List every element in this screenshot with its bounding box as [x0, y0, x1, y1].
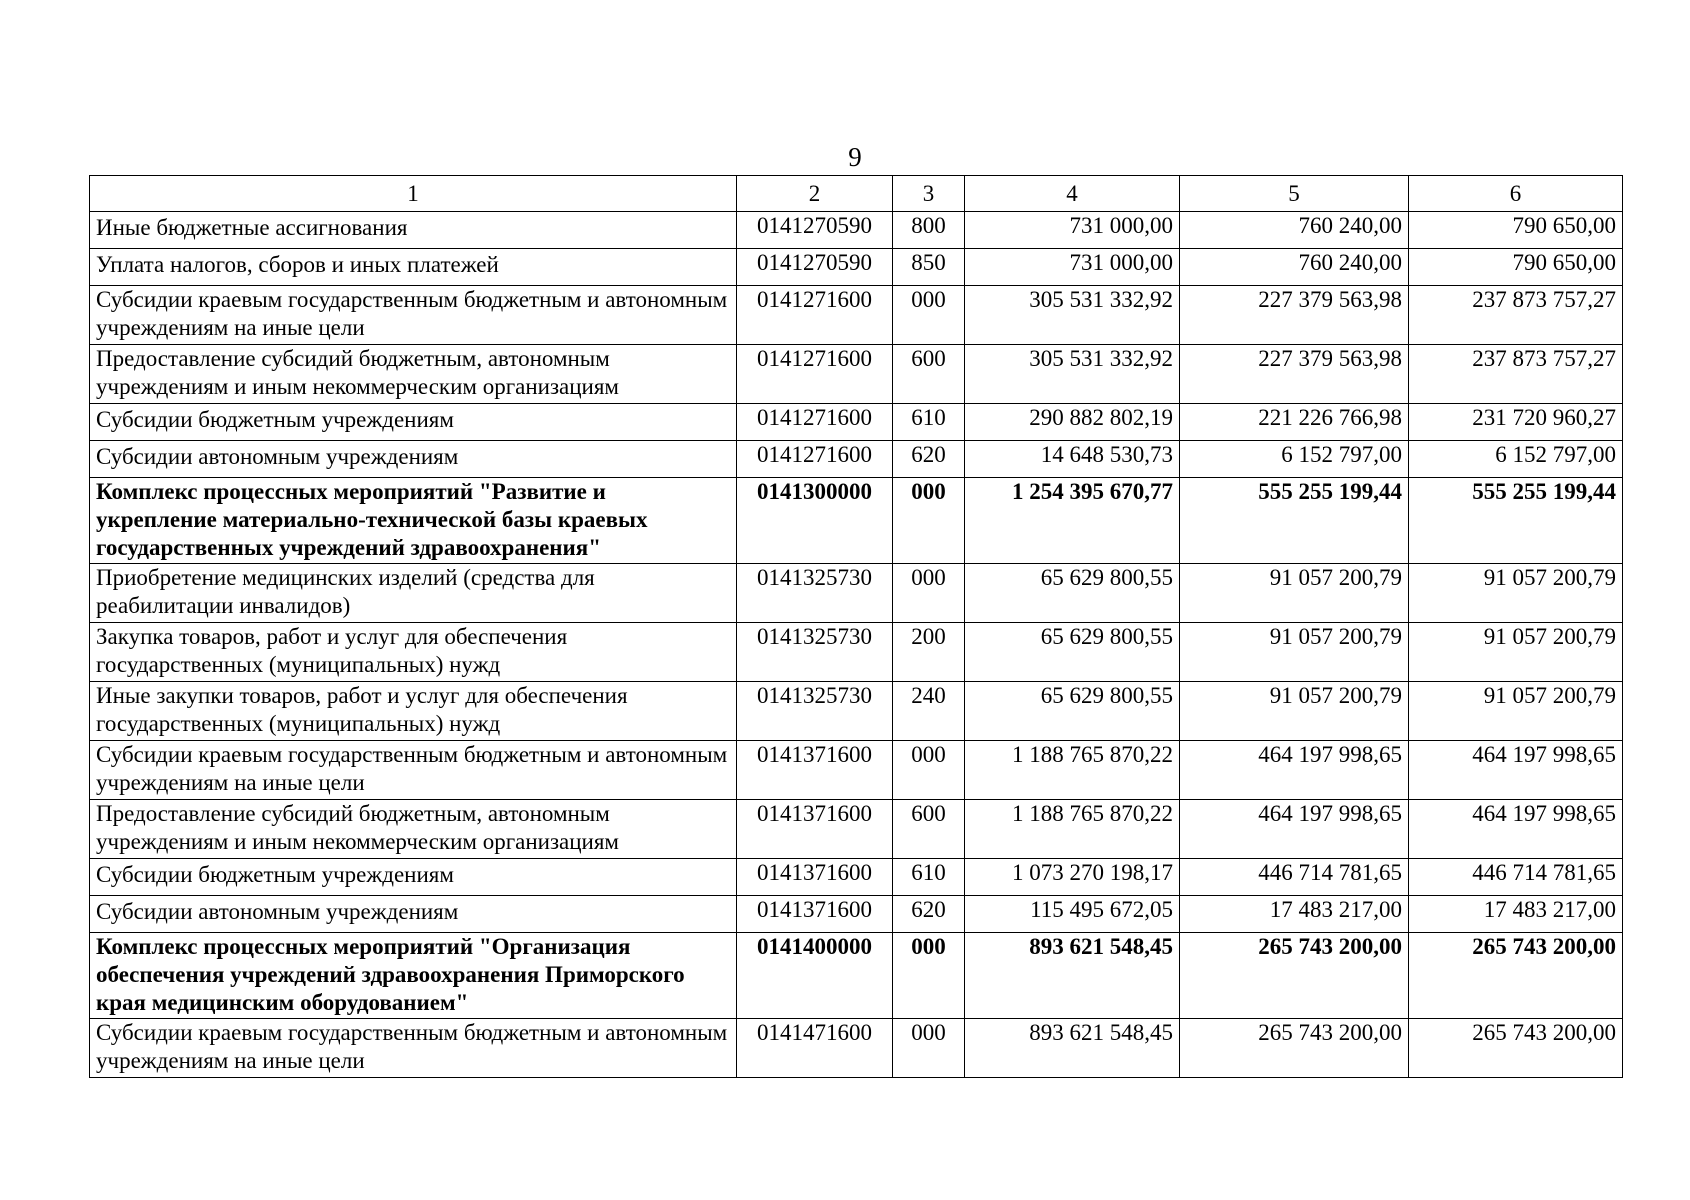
row-name: Иные закупки товаров, работ и услуг для обеспечения государственных (муниципальных) нужд	[90, 682, 737, 741]
row-value-5: 760 240,00	[1180, 249, 1409, 286]
section-name: Комплекс процессных мероприятий "Организация обеспечения учреждений здравоохранения Приморского края медицинским оборудованием"	[90, 933, 737, 1019]
row-value-6: 237 873 757,27	[1409, 286, 1623, 345]
row-value-4: 1 188 765 870,22	[965, 800, 1180, 859]
row-value-5: 91 057 200,79	[1180, 682, 1409, 741]
row-value-6: 91 057 200,79	[1409, 564, 1623, 623]
row-value-6: 790 650,00	[1409, 249, 1623, 286]
row-value-4: 290 882 802,19	[965, 404, 1180, 441]
row-name: Субсидии краевым государственным бюджетным и автономным учреждениям на иные цели	[90, 1019, 737, 1078]
table-row	[90, 741, 1623, 800]
row-type: 000	[893, 286, 965, 345]
row-value-4: 1 188 765 870,22	[965, 741, 1180, 800]
row-type: 800	[893, 212, 965, 249]
row-type: 000	[893, 564, 965, 623]
table-row	[90, 564, 1623, 623]
row-code: 0141371600	[737, 896, 893, 933]
row-value-6: 17 483 217,00	[1409, 896, 1623, 933]
row-name: Субсидии автономным учреждениям	[90, 441, 737, 478]
table-row	[90, 682, 1623, 741]
row-type: 000	[893, 1019, 965, 1078]
table-row	[90, 249, 1623, 286]
row-code: 0141271600	[737, 345, 893, 404]
budget-table	[89, 175, 1623, 1078]
row-value-4: 115 495 672,05	[965, 896, 1180, 933]
row-value-6: 464 197 998,65	[1409, 800, 1623, 859]
row-type: 200	[893, 623, 965, 682]
row-code: 0141271600	[737, 286, 893, 345]
row-type: 600	[893, 800, 965, 859]
column-header-1: 1	[90, 176, 737, 212]
row-value-4: 14 648 530,73	[965, 441, 1180, 478]
page-number: 9	[848, 142, 862, 172]
row-code: 0141371600	[737, 800, 893, 859]
row-value-6: 231 720 960,27	[1409, 404, 1623, 441]
row-value-5: 6 152 797,00	[1180, 441, 1409, 478]
row-value-5: 464 197 998,65	[1180, 741, 1409, 800]
row-value-4: 893 621 548,45	[965, 933, 1180, 1019]
row-type: 620	[893, 896, 965, 933]
row-code: 0141325730	[737, 564, 893, 623]
row-value-6: 446 714 781,65	[1409, 859, 1623, 896]
row-name: Закупка товаров, работ и услуг для обеспечения государственных (муниципальных) нужд	[90, 623, 737, 682]
column-header-5: 5	[1180, 176, 1409, 212]
row-code: 0141300000	[737, 478, 893, 564]
table-row-section	[90, 478, 1623, 564]
row-value-4: 305 531 332,92	[965, 345, 1180, 404]
row-value-6: 237 873 757,27	[1409, 345, 1623, 404]
row-value-5: 91 057 200,79	[1180, 623, 1409, 682]
row-value-5: 464 197 998,65	[1180, 800, 1409, 859]
table-header-row	[90, 176, 1623, 212]
row-value-5: 446 714 781,65	[1180, 859, 1409, 896]
row-code: 0141325730	[737, 682, 893, 741]
row-code: 0141270590	[737, 249, 893, 286]
row-name: Субсидии автономным учреждениям	[90, 896, 737, 933]
row-value-4: 305 531 332,92	[965, 286, 1180, 345]
row-value-5: 91 057 200,79	[1180, 564, 1409, 623]
table-row	[90, 345, 1623, 404]
table-row	[90, 286, 1623, 345]
row-value-5: 265 743 200,00	[1180, 933, 1409, 1019]
row-name: Субсидии бюджетным учреждениям	[90, 404, 737, 441]
column-header-6: 6	[1409, 176, 1623, 212]
row-value-6: 790 650,00	[1409, 212, 1623, 249]
column-header-3: 3	[893, 176, 965, 212]
table-row	[90, 404, 1623, 441]
row-type: 000	[893, 933, 965, 1019]
row-value-5: 221 226 766,98	[1180, 404, 1409, 441]
column-header-2: 2	[737, 176, 893, 212]
row-value-4: 65 629 800,55	[965, 564, 1180, 623]
row-type: 000	[893, 478, 965, 564]
row-name: Субсидии бюджетным учреждениям	[90, 859, 737, 896]
row-type: 610	[893, 859, 965, 896]
table-row	[90, 623, 1623, 682]
row-name: Уплата налогов, сборов и иных платежей	[90, 249, 737, 286]
row-value-4: 731 000,00	[965, 212, 1180, 249]
table-row	[90, 1019, 1623, 1078]
row-value-4: 1 254 395 670,77	[965, 478, 1180, 564]
row-value-5: 555 255 199,44	[1180, 478, 1409, 564]
row-value-6: 91 057 200,79	[1409, 623, 1623, 682]
row-code: 0141325730	[737, 623, 893, 682]
row-code: 0141271600	[737, 404, 893, 441]
column-header-4: 4	[965, 176, 1180, 212]
row-value-6: 265 743 200,00	[1409, 933, 1623, 1019]
row-code: 0141371600	[737, 859, 893, 896]
row-code: 0141371600	[737, 741, 893, 800]
row-value-4: 65 629 800,55	[965, 623, 1180, 682]
row-value-6: 464 197 998,65	[1409, 741, 1623, 800]
row-name: Приобретение медицинских изделий (средства для реабилитации инвалидов)	[90, 564, 737, 623]
row-value-5: 265 743 200,00	[1180, 1019, 1409, 1078]
row-value-6: 91 057 200,79	[1409, 682, 1623, 741]
row-value-4: 893 621 548,45	[965, 1019, 1180, 1078]
row-code: 0141270590	[737, 212, 893, 249]
row-name: Предоставление субсидий бюджетным, автономным учреждениям и иным некоммерческим организациям	[90, 345, 737, 404]
row-value-6: 555 255 199,44	[1409, 478, 1623, 564]
row-value-5: 227 379 563,98	[1180, 345, 1409, 404]
row-value-6: 265 743 200,00	[1409, 1019, 1623, 1078]
row-type: 610	[893, 404, 965, 441]
row-name: Субсидии краевым государственным бюджетным и автономным учреждениям на иные цели	[90, 286, 737, 345]
section-name: Комплекс процессных мероприятий "Развитие и укрепление материально-технической базы краевых государственных учреждений здравоохранения"	[90, 478, 737, 564]
table-row	[90, 800, 1623, 859]
table-row-section	[90, 933, 1623, 1019]
row-value-5: 227 379 563,98	[1180, 286, 1409, 345]
row-type: 850	[893, 249, 965, 286]
row-value-5: 17 483 217,00	[1180, 896, 1409, 933]
table-row	[90, 896, 1623, 933]
row-value-6: 6 152 797,00	[1409, 441, 1623, 478]
row-type: 240	[893, 682, 965, 741]
row-name: Предоставление субсидий бюджетным, автономным учреждениям и иным некоммерческим организациям	[90, 800, 737, 859]
row-value-4: 731 000,00	[965, 249, 1180, 286]
row-type: 620	[893, 441, 965, 478]
table-row	[90, 441, 1623, 478]
row-type: 000	[893, 741, 965, 800]
table-row	[90, 212, 1623, 249]
row-code: 0141471600	[737, 1019, 893, 1078]
table-row	[90, 859, 1623, 896]
row-code: 0141271600	[737, 441, 893, 478]
row-code: 0141400000	[737, 933, 893, 1019]
row-value-5: 760 240,00	[1180, 212, 1409, 249]
row-type: 600	[893, 345, 965, 404]
row-name: Иные бюджетные ассигнования	[90, 212, 737, 249]
row-value-4: 65 629 800,55	[965, 682, 1180, 741]
row-name: Субсидии краевым государственным бюджетным и автономным учреждениям на иные цели	[90, 741, 737, 800]
row-value-4: 1 073 270 198,17	[965, 859, 1180, 896]
